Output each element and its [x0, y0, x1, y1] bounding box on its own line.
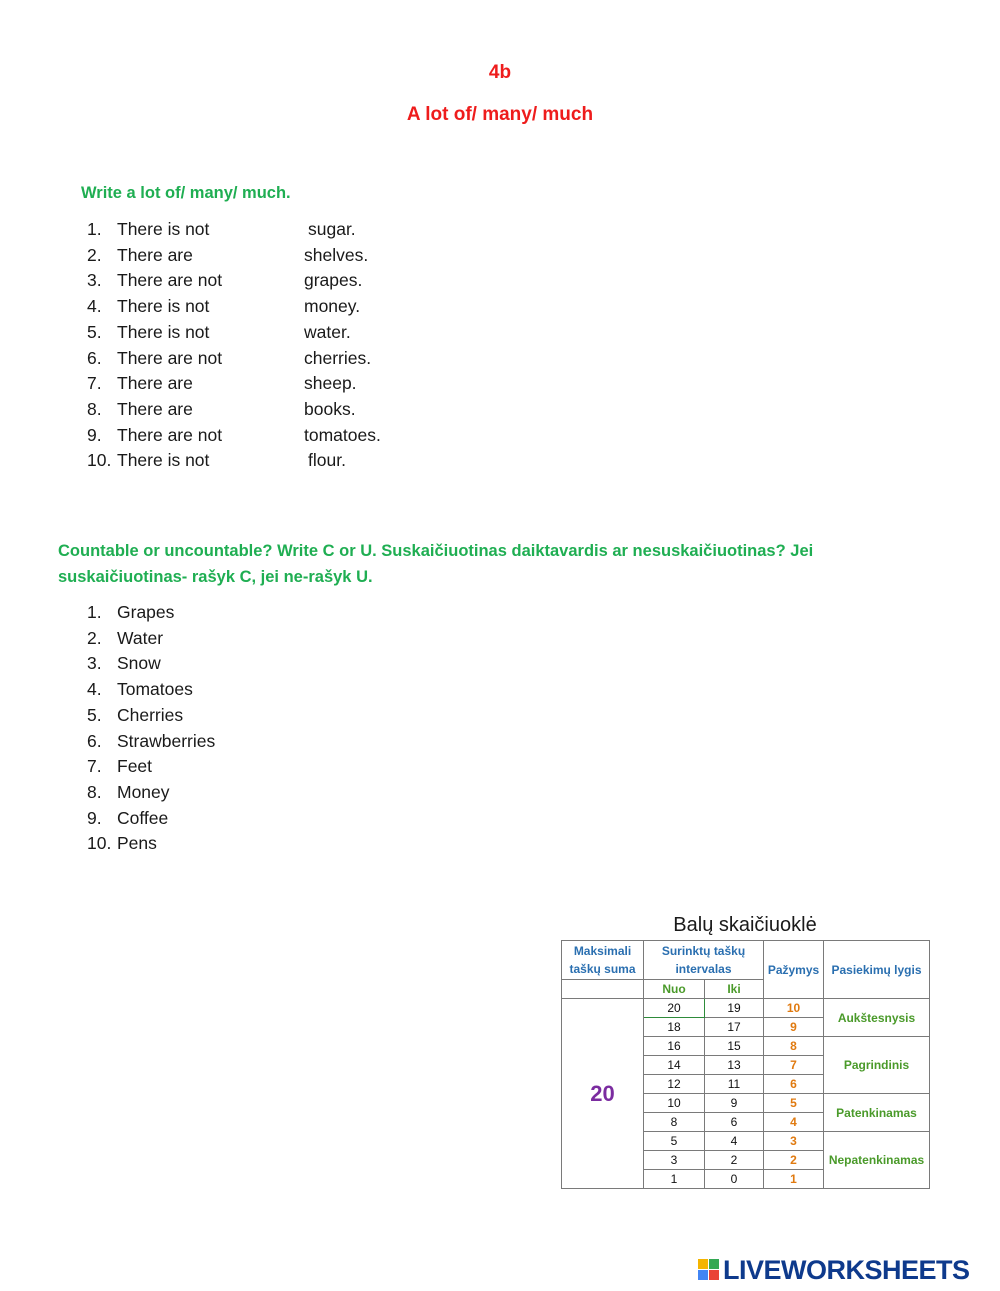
item-word: Water: [117, 627, 164, 648]
max-spacer: [562, 980, 644, 999]
row-grade: 8: [764, 1037, 824, 1056]
row-grade: 4: [764, 1113, 824, 1132]
score-calculator-title: Balų skaičiuoklė: [673, 914, 817, 936]
item-number: 1.: [87, 219, 102, 239]
item-stem: There is not: [117, 321, 210, 342]
page-title: A lot of/ many/ much: [406, 104, 594, 125]
row-to: 6: [705, 1113, 764, 1132]
row-to: 2: [705, 1151, 764, 1170]
item-number: 6.: [87, 730, 102, 751]
item-stem: There is not: [117, 219, 210, 239]
section2-instruction-line2: suskaičiuotinas- rašyk C, jei ne-rašyk U.: [58, 568, 373, 586]
item-noun: cherries.: [304, 347, 372, 368]
item-word: Coffee: [117, 807, 169, 828]
item-number: 6.: [87, 347, 102, 368]
row-to: 15: [705, 1037, 764, 1056]
item-number: 10.: [87, 450, 112, 471]
row-grade: 7: [764, 1056, 824, 1075]
row-grade: 10: [764, 999, 824, 1018]
header-to: Iki: [705, 980, 764, 999]
item-stem: There are: [117, 398, 193, 419]
max-points-value: 20: [562, 999, 644, 1189]
item-noun: grapes.: [304, 270, 363, 291]
item-number: 8.: [87, 781, 102, 802]
item-noun: tomatoes.: [304, 424, 381, 445]
item-number: 9.: [87, 807, 102, 828]
item-stem: There is not: [117, 296, 210, 317]
item-number: 4.: [87, 296, 102, 317]
item-noun: sugar.: [308, 219, 356, 239]
item-number: 10.: [87, 833, 112, 854]
item-noun: money.: [304, 296, 361, 317]
level-nepatenkinamas: Nepatenkinamas: [824, 1132, 930, 1189]
item-number: 3.: [87, 270, 102, 291]
row-to: 9: [705, 1094, 764, 1113]
item-word: Cherries: [117, 704, 184, 725]
row-from: 1: [644, 1170, 705, 1189]
logo-mark-icon: [698, 1259, 720, 1281]
item-number: 4.: [87, 679, 102, 700]
row-to: 11: [705, 1075, 764, 1094]
item-noun: water.: [304, 321, 351, 342]
row-from: 20: [644, 999, 705, 1018]
item-stem: There are: [117, 373, 193, 394]
row-from: 8: [644, 1113, 705, 1132]
logo-text: LIVEWORKSHEETS: [723, 1255, 970, 1285]
item-number: 5.: [87, 704, 102, 725]
item-noun: shelves.: [304, 244, 369, 265]
row-from: 5: [644, 1132, 705, 1151]
worksheet-code: 4b: [488, 62, 512, 83]
item-number: 7.: [87, 756, 102, 777]
header-grade: Pažymys: [764, 941, 824, 999]
item-stem: There are not: [117, 424, 223, 445]
row-grade: 1: [764, 1170, 824, 1189]
item-number: 8.: [87, 398, 102, 419]
item-noun: sheep.: [304, 373, 357, 394]
header-level: Pasiekimų lygis: [824, 941, 930, 999]
item-number: 7.: [87, 373, 102, 394]
row-to: 19: [705, 999, 764, 1018]
item-word: Pens: [117, 833, 157, 854]
score-table: [561, 940, 930, 1189]
item-number: 9.: [87, 424, 102, 445]
item-number: 2.: [87, 627, 102, 648]
row-from: 3: [644, 1151, 705, 1170]
row-from: 18: [644, 1018, 705, 1037]
section1-instruction: Write a lot of/ many/ much.: [81, 184, 291, 202]
header-max-points: Maksimali taškų suma: [562, 941, 644, 980]
item-word: Snow: [117, 653, 161, 674]
row-grade: 3: [764, 1132, 824, 1151]
item-word: Money: [117, 781, 170, 802]
item-number: 3.: [87, 653, 102, 674]
header-interval: Surinktų taškų intervalas: [644, 941, 764, 980]
row-grade: 2: [764, 1151, 824, 1170]
item-word: Feet: [117, 756, 153, 777]
item-number: 5.: [87, 321, 102, 342]
row-to: 4: [705, 1132, 764, 1151]
row-from: 12: [644, 1075, 705, 1094]
row-grade: 5: [764, 1094, 824, 1113]
item-noun: books.: [304, 398, 356, 419]
item-word: Strawberries: [117, 730, 216, 751]
row-to: 0: [705, 1170, 764, 1189]
row-to: 17: [705, 1018, 764, 1037]
level-pagrindinis: Pagrindinis: [824, 1037, 930, 1094]
item-stem: There are: [117, 244, 193, 265]
score-calculator: [561, 912, 929, 1186]
item-noun: flour.: [308, 450, 346, 471]
row-from: 14: [644, 1056, 705, 1075]
level-aukstesnysis: Aukštesnysis: [824, 999, 930, 1037]
section2-instruction-line1: Countable or uncountable? Write C or U. Suskaičiuotinas daiktavardis ar nesuskaičiuotinas? Jei: [58, 542, 814, 560]
row-from: 10: [644, 1094, 705, 1113]
row-grade: 9: [764, 1018, 824, 1037]
row-to: 13: [705, 1056, 764, 1075]
section2-instruction: [58, 538, 813, 590]
item-number: 1.: [87, 602, 102, 622]
header-from: Nuo: [644, 980, 705, 999]
item-number: 2.: [87, 244, 102, 265]
item-stem: There is not: [117, 450, 210, 471]
row-from: 16: [644, 1037, 705, 1056]
liveworksheets-logo: [698, 1255, 994, 1285]
item-word: Grapes: [117, 602, 175, 622]
item-stem: There are not: [117, 347, 223, 368]
item-word: Tomatoes: [117, 679, 193, 700]
level-patenkinamas: Patenkinamas: [824, 1094, 930, 1132]
item-stem: There are not: [117, 270, 223, 291]
row-grade: 6: [764, 1075, 824, 1094]
